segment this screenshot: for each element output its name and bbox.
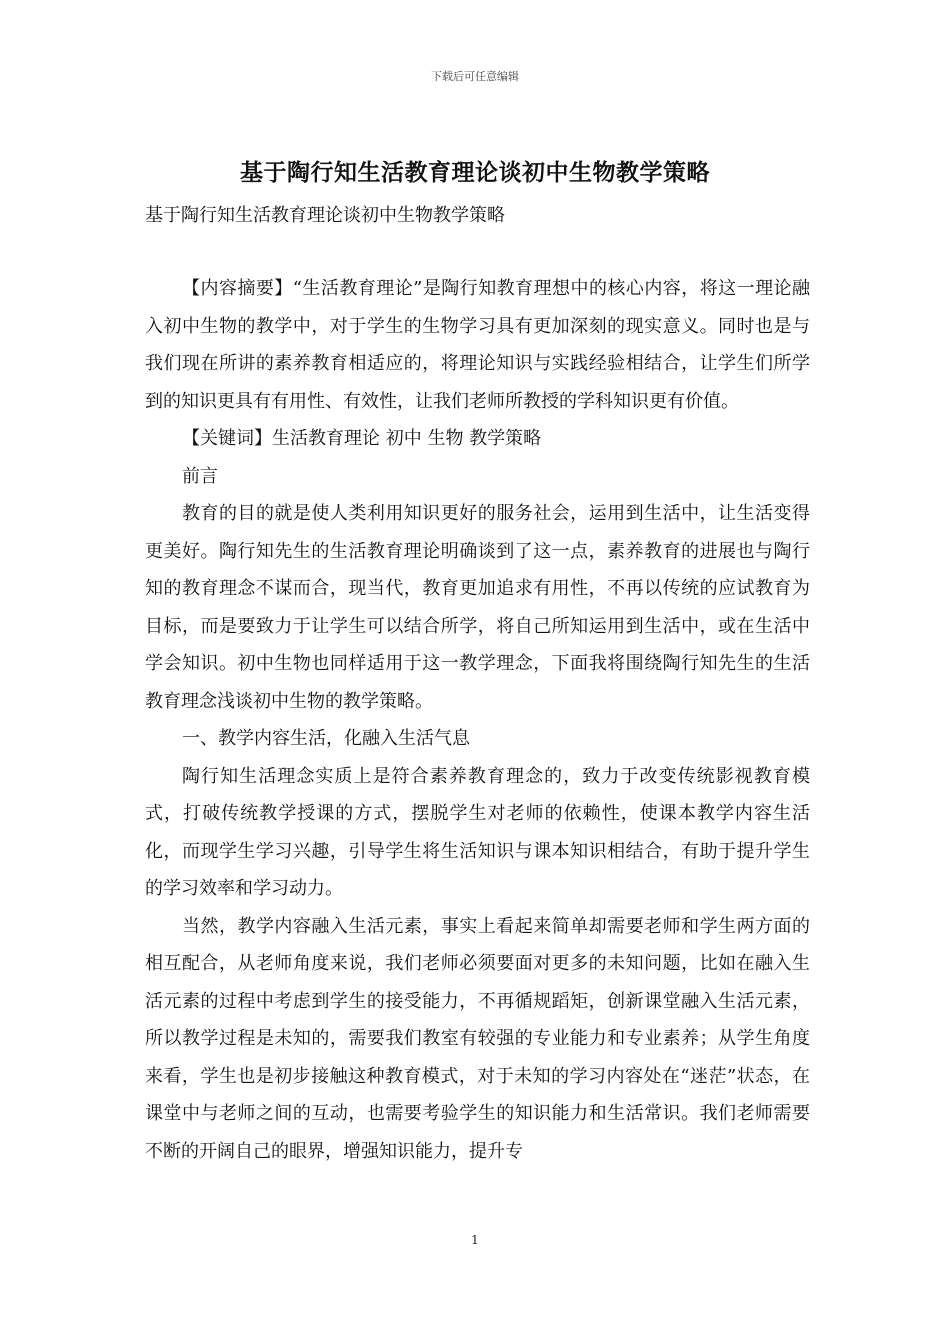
body-paragraph: 当然，教学内容融入生活元素，事实上看起来简单却需要老师和学生两方面的相互配合，从老师角度来说，我们老师必须要面对更多的未知问题，比如在融入生活元素的过程中考虑到学生的接受能力，不再循规蹈矩，创新课堂融入生活元素，所以教学过程是未知的，需要我们教室有较强的专业能力和专业素养；从学生角度来看，学生也是初步接触这种教育模式，对于未知的学习内容处在“迷茫”状态，在课堂中与老师之间的互动，也需要考验学生的知识能力和生活常识。我们老师需要不断的开阔自己的眼界，增强知识能力，提升专 bbox=[145, 915, 810, 1162]
section-heading: 一、教学内容生活，化融入生活气息 bbox=[182, 728, 470, 749]
page-number: 1 bbox=[471, 1233, 479, 1247]
document-title: 基于陶行知生活教育理论谈初中生物教学策略 bbox=[240, 159, 710, 186]
document-subtitle: 基于陶行知生活教育理论谈初中生物教学策略 bbox=[145, 205, 505, 226]
document-body bbox=[145, 270, 810, 1170]
body-paragraph: 陶行知生活理念实质上是符合素养教育理念的，致力于改变传统影视教育模式，打破传统教学授课的方式，摆脱学生对老师的依赖性，使课本教学内容生活化，而现学生学习兴趣，引导学生将生活知识与课本知识相结合，有助于提升学生的学习效率和学习动力。 bbox=[145, 765, 810, 899]
abstract-paragraph: 【内容摘要】“生活教育理论”是陶行知教育理想中的核心内容，将这一理论融入初中生物的教学中，对于学生的生物学习具有更加深刻的现实意义。同时也是与我们现在所讲的素养教育相适应的，将理论知识与实践经验相结合，让学生们所学到的知识更具有有用性、有效性，让我们老师所教授的学科知识更有价值。 bbox=[145, 278, 810, 412]
preface-heading: 前言 bbox=[182, 465, 218, 487]
keywords-paragraph: 【关键词】生活教育理论 初中 生物 教学策略 bbox=[182, 428, 542, 449]
body-paragraph: 教育的目的就是使人类利用知识更好的服务社会，运用到生活中，让生活变得更美好。陶行知先生的生活教育理论明确谈到了这一点，素养教育的进展也与陶行知的教育理念不谋而合，现当代，教育更加追求有用性，不再以传统的应试教育为目标，而是要致力于让学生可以结合所学，将自己所知运用到生活中，或在生活中学会知识。初中生物也同样适用于这一教学理念，下面我将围绕陶行知先生的生活教育理念浅谈初中生物的教学策略。 bbox=[145, 503, 810, 712]
header-note: 下载后可任意编辑 bbox=[431, 70, 519, 83]
